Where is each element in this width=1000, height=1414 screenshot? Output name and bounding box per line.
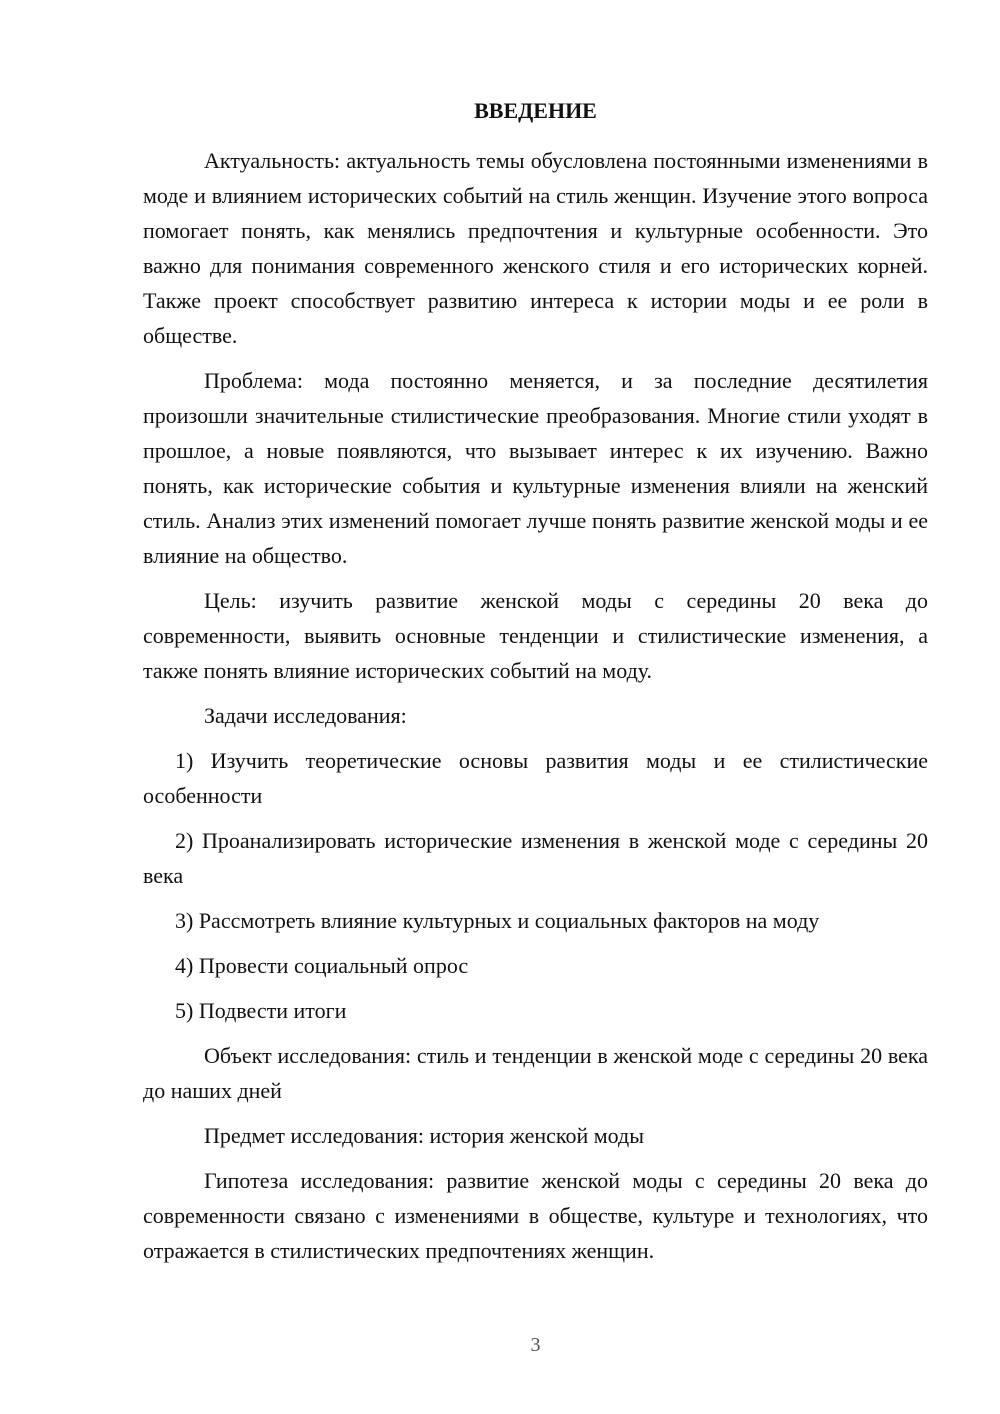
task-item-3: 3) Рассмотреть влияние культурных и социальных факторов на моду bbox=[175, 908, 820, 933]
paragraph-object: Объект исследования: стиль и тенденции в женской моде с середины 20 века до наших дней bbox=[143, 1043, 928, 1103]
task-item-4: 4) Провести социальный опрос bbox=[175, 953, 469, 978]
paragraph-hypothesis: Гипотеза исследования: развитие женской моды с середины 20 века до современности связано с изменениями в обществе, культуре и технологиях, что отражается в стилистических предпочтениях женщин. bbox=[143, 1168, 928, 1263]
paragraph-relevance: Актуальность: актуальность темы обусловлена постоянными изменениями в моде и влиянием исторических событий на стиль женщин. Изучение этого вопроса помогает понять, как менялись предпочтения и культурные особенности. Это важно для понимания современного женского стиля и его исторических корней. Также проект способствует развитию интереса к истории моды и ее роли в обществе. bbox=[143, 148, 928, 348]
paragraph-subject: Предмет исследования: история женской моды bbox=[204, 1123, 645, 1148]
document-body bbox=[143, 143, 928, 1278]
paragraph-problem: Проблема: мода постоянно меняется, и за последние десятилетия произошли значительные стилистические преобразования. Многие стили уходят в прошлое, а новые появляются, что вызывает интерес к их изучению. Важно понять, как исторические события и культурные изменения влияли на женский стиль. Анализ этих изменений помогает лучше понять развитие женской моды и ее влияние на общество. bbox=[143, 368, 928, 568]
paragraph-goal: Цель: изучить развитие женской моды с середины 20 века до современности, выявить основные тенденции и стилистические изменения, а также понять влияние исторических событий на моду. bbox=[143, 588, 928, 683]
page-title: ВВЕДЕНИЕ bbox=[474, 98, 597, 123]
task-item-1: 1) Изучить теоретические основы развития моды и ее стилистические особенности bbox=[143, 748, 928, 808]
task-item-5: 5) Подвести итоги bbox=[175, 998, 347, 1023]
page-number: 3 bbox=[530, 1334, 541, 1356]
document-page bbox=[143, 0, 928, 1414]
task-item-2: 2) Проанализировать исторические изменения в женской моде с середины 20 века bbox=[143, 828, 928, 888]
paragraph-tasks-heading: Задачи исследования: bbox=[204, 703, 407, 728]
